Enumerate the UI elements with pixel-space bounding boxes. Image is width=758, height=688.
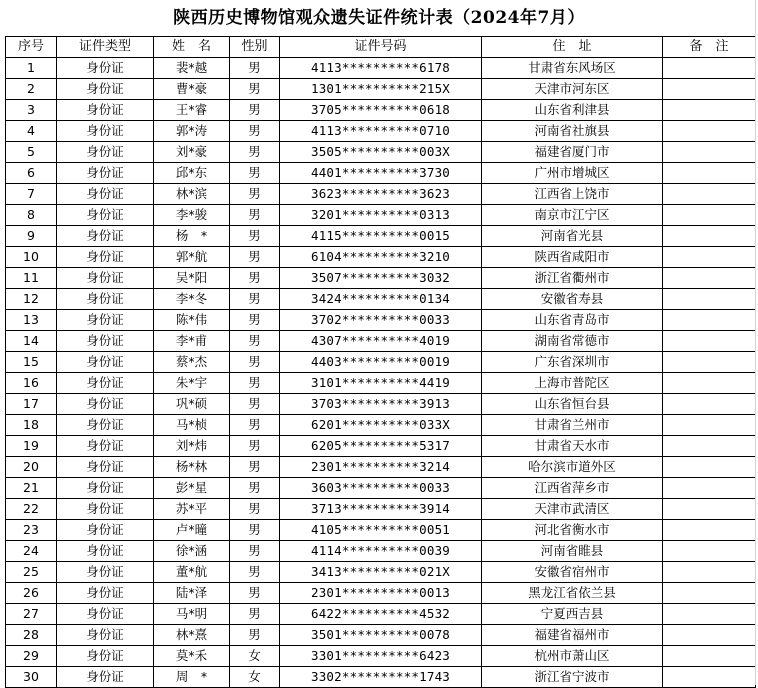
cell-doc-type: 身份证 <box>57 310 154 331</box>
cell-seq: 15 <box>6 352 57 373</box>
table-row <box>6 415 756 436</box>
cell-address: 湖南省常德市 <box>482 331 663 352</box>
cell-id-number: 2301**********3214 <box>280 457 482 478</box>
cell-seq: 5 <box>6 142 57 163</box>
table-row <box>6 667 756 688</box>
cell-remarks <box>663 100 756 121</box>
cell-doc-type: 身份证 <box>57 436 154 457</box>
cell-gender: 男 <box>230 268 280 289</box>
cell-seq: 22 <box>6 499 57 520</box>
cell-doc-type: 身份证 <box>57 352 154 373</box>
cell-gender: 男 <box>230 415 280 436</box>
cell-seq: 1 <box>6 58 57 79</box>
cell-remarks <box>663 541 756 562</box>
cell-id-number: 6422**********4532 <box>280 604 482 625</box>
cell-address: 甘肃省兰州市 <box>482 415 663 436</box>
table-row <box>6 583 756 604</box>
cell-gender: 男 <box>230 79 280 100</box>
cell-gender: 男 <box>230 100 280 121</box>
cell-id-number: 6205**********5317 <box>280 436 482 457</box>
table-row <box>6 604 756 625</box>
cell-name: 李*冬 <box>154 289 230 310</box>
cell-id-number: 3703**********3913 <box>280 394 482 415</box>
table-row <box>6 541 756 562</box>
cell-remarks <box>663 667 756 688</box>
cell-address: 河北省衡水市 <box>482 520 663 541</box>
cell-doc-type: 身份证 <box>57 541 154 562</box>
cell-name: 巩*硕 <box>154 394 230 415</box>
cell-address: 宁夏西吉县 <box>482 604 663 625</box>
cell-seq: 7 <box>6 184 57 205</box>
cell-remarks <box>663 142 756 163</box>
cell-doc-type: 身份证 <box>57 583 154 604</box>
table-row <box>6 562 756 583</box>
table-row <box>6 478 756 499</box>
cell-address: 甘肃省东风场区 <box>482 58 663 79</box>
cell-address: 哈尔滨市道外区 <box>482 457 663 478</box>
cell-gender: 男 <box>230 436 280 457</box>
table-row <box>6 79 756 100</box>
cell-remarks <box>663 373 756 394</box>
cell-name: 苏*平 <box>154 499 230 520</box>
cell-address: 广州市增城区 <box>482 163 663 184</box>
cell-remarks <box>663 121 756 142</box>
cell-seq: 29 <box>6 646 57 667</box>
column-header-id-number: 证件号码 <box>280 37 482 58</box>
cell-address: 广东省深圳市 <box>482 352 663 373</box>
cell-doc-type: 身份证 <box>57 499 154 520</box>
cell-address: 浙江省衢州市 <box>482 268 663 289</box>
cell-gender: 男 <box>230 163 280 184</box>
cell-id-number: 3623**********3623 <box>280 184 482 205</box>
cell-seq: 16 <box>6 373 57 394</box>
cell-doc-type: 身份证 <box>57 646 154 667</box>
cell-remarks <box>663 625 756 646</box>
cell-gender: 男 <box>230 562 280 583</box>
cell-gender: 男 <box>230 184 280 205</box>
cell-remarks <box>663 457 756 478</box>
table-row <box>6 184 756 205</box>
cell-name: 徐*涵 <box>154 541 230 562</box>
cell-gender: 男 <box>230 142 280 163</box>
cell-gender: 男 <box>230 373 280 394</box>
cell-id-number: 3301**********6423 <box>280 646 482 667</box>
cell-name: 马*桢 <box>154 415 230 436</box>
table-row <box>6 331 756 352</box>
cell-remarks <box>663 394 756 415</box>
cell-seq: 26 <box>6 583 57 604</box>
page-title: 陕西历史博物馆观众遗失证件统计表（2024年7月） <box>173 8 585 28</box>
cell-gender: 男 <box>230 478 280 499</box>
cell-name: 李*骏 <box>154 205 230 226</box>
cell-gender: 男 <box>230 352 280 373</box>
cell-address: 安徽省寿县 <box>482 289 663 310</box>
table-body <box>6 58 756 688</box>
cell-address: 山东省利津县 <box>482 100 663 121</box>
cell-name: 林*滨 <box>154 184 230 205</box>
cell-doc-type: 身份证 <box>57 184 154 205</box>
cell-gender: 男 <box>230 121 280 142</box>
table-row <box>6 226 756 247</box>
cell-seq: 18 <box>6 415 57 436</box>
cell-seq: 8 <box>6 205 57 226</box>
cell-remarks <box>663 226 756 247</box>
cell-id-number: 1301**********215X <box>280 79 482 100</box>
cell-gender: 男 <box>230 394 280 415</box>
cell-doc-type: 身份证 <box>57 247 154 268</box>
table-row <box>6 394 756 415</box>
table-row <box>6 352 756 373</box>
cell-address: 黑龙江省依兰县 <box>482 583 663 604</box>
cell-seq: 2 <box>6 79 57 100</box>
table-row <box>6 268 756 289</box>
cell-gender: 女 <box>230 667 280 688</box>
cell-name: 郭*航 <box>154 247 230 268</box>
cell-remarks <box>663 310 756 331</box>
cell-address: 江西省上饶市 <box>482 184 663 205</box>
cell-doc-type: 身份证 <box>57 562 154 583</box>
cell-gender: 男 <box>230 331 280 352</box>
cell-remarks <box>663 646 756 667</box>
cell-seq: 12 <box>6 289 57 310</box>
cell-remarks <box>663 268 756 289</box>
cell-gender: 男 <box>230 247 280 268</box>
cell-seq: 13 <box>6 310 57 331</box>
table-row <box>6 646 756 667</box>
cell-seq: 19 <box>6 436 57 457</box>
cell-remarks <box>663 520 756 541</box>
cell-name: 郭*涛 <box>154 121 230 142</box>
cell-doc-type: 身份证 <box>57 604 154 625</box>
cell-seq: 30 <box>6 667 57 688</box>
column-header-seq: 序号 <box>6 37 57 58</box>
cell-name: 曹*豪 <box>154 79 230 100</box>
lost-documents-table <box>5 36 756 688</box>
cell-seq: 28 <box>6 625 57 646</box>
cell-address: 杭州市萧山区 <box>482 646 663 667</box>
table-row <box>6 205 756 226</box>
table-row <box>6 520 756 541</box>
cell-gender: 男 <box>230 457 280 478</box>
cell-name: 董*航 <box>154 562 230 583</box>
cell-doc-type: 身份证 <box>57 142 154 163</box>
cell-gender: 男 <box>230 226 280 247</box>
cell-id-number: 4114**********0039 <box>280 541 482 562</box>
cell-doc-type: 身份证 <box>57 625 154 646</box>
column-header-address: 住 址 <box>482 37 663 58</box>
cell-doc-type: 身份证 <box>57 121 154 142</box>
cell-remarks <box>663 331 756 352</box>
cell-remarks <box>663 163 756 184</box>
table-row <box>6 163 756 184</box>
column-header-remarks: 备 注 <box>663 37 756 58</box>
cell-address: 河南省光县 <box>482 226 663 247</box>
cell-name: 吴*阳 <box>154 268 230 289</box>
cell-seq: 14 <box>6 331 57 352</box>
table-row <box>6 625 756 646</box>
cell-name: 杨 * <box>154 226 230 247</box>
cell-id-number: 4401**********3730 <box>280 163 482 184</box>
cell-doc-type: 身份证 <box>57 520 154 541</box>
cell-id-number: 3413**********021X <box>280 562 482 583</box>
cell-id-number: 3702**********0033 <box>280 310 482 331</box>
cell-address: 上海市普陀区 <box>482 373 663 394</box>
cell-address: 甘肃省天水市 <box>482 436 663 457</box>
cell-id-number: 2301**********0013 <box>280 583 482 604</box>
cell-seq: 21 <box>6 478 57 499</box>
cell-seq: 27 <box>6 604 57 625</box>
cell-seq: 17 <box>6 394 57 415</box>
cell-remarks <box>663 205 756 226</box>
cell-address: 河南省社旗县 <box>482 121 663 142</box>
cell-name: 裴*越 <box>154 58 230 79</box>
table-row <box>6 436 756 457</box>
cell-remarks <box>663 562 756 583</box>
cell-seq: 3 <box>6 100 57 121</box>
cell-id-number: 4113**********6178 <box>280 58 482 79</box>
cell-address: 河南省睢县 <box>482 541 663 562</box>
table-row <box>6 310 756 331</box>
cell-doc-type: 身份证 <box>57 415 154 436</box>
cell-doc-type: 身份证 <box>57 289 154 310</box>
cell-address: 安徽省宿州市 <box>482 562 663 583</box>
cell-remarks <box>663 478 756 499</box>
table-row <box>6 142 756 163</box>
cell-gender: 男 <box>230 604 280 625</box>
cell-gender: 男 <box>230 289 280 310</box>
cell-name: 陈*伟 <box>154 310 230 331</box>
cell-seq: 23 <box>6 520 57 541</box>
cell-seq: 25 <box>6 562 57 583</box>
table-row <box>6 100 756 121</box>
cell-seq: 4 <box>6 121 57 142</box>
table-row <box>6 373 756 394</box>
cell-doc-type: 身份证 <box>57 100 154 121</box>
cell-id-number: 3603**********0033 <box>280 478 482 499</box>
cell-address: 山东省恒台县 <box>482 394 663 415</box>
cell-doc-type: 身份证 <box>57 268 154 289</box>
cell-remarks <box>663 247 756 268</box>
cell-id-number: 4115**********0015 <box>280 226 482 247</box>
cell-doc-type: 身份证 <box>57 373 154 394</box>
cell-id-number: 3101**********4419 <box>280 373 482 394</box>
cell-gender: 男 <box>230 541 280 562</box>
cell-gender: 男 <box>230 58 280 79</box>
cell-id-number: 6104**********3210 <box>280 247 482 268</box>
cell-address: 南京市江宁区 <box>482 205 663 226</box>
cell-seq: 24 <box>6 541 57 562</box>
cell-seq: 20 <box>6 457 57 478</box>
cell-gender: 女 <box>230 646 280 667</box>
cell-doc-type: 身份证 <box>57 457 154 478</box>
cell-name: 蔡*杰 <box>154 352 230 373</box>
cell-address: 天津市武清区 <box>482 499 663 520</box>
cell-id-number: 3424**********0134 <box>280 289 482 310</box>
cell-gender: 男 <box>230 310 280 331</box>
table-row <box>6 247 756 268</box>
cell-gender: 男 <box>230 520 280 541</box>
cell-id-number: 6201**********033X <box>280 415 482 436</box>
cell-name: 卢*曈 <box>154 520 230 541</box>
column-header-name: 姓 名 <box>154 37 230 58</box>
cell-id-number: 4403**********0019 <box>280 352 482 373</box>
cell-doc-type: 身份证 <box>57 226 154 247</box>
cell-remarks <box>663 499 756 520</box>
table-row <box>6 457 756 478</box>
cell-remarks <box>663 583 756 604</box>
cell-name: 杨*林 <box>154 457 230 478</box>
cell-gender: 男 <box>230 583 280 604</box>
cell-doc-type: 身份证 <box>57 58 154 79</box>
cell-address: 福建省厦门市 <box>482 142 663 163</box>
cell-name: 刘*炜 <box>154 436 230 457</box>
cell-gender: 男 <box>230 499 280 520</box>
cell-address: 陕西省咸阳市 <box>482 247 663 268</box>
cell-doc-type: 身份证 <box>57 205 154 226</box>
cell-name: 刘*豪 <box>154 142 230 163</box>
cell-name: 陆*泽 <box>154 583 230 604</box>
header-row <box>6 37 756 58</box>
sheet-gridline <box>755 0 756 685</box>
table-row <box>6 289 756 310</box>
cell-address: 浙江省宁波市 <box>482 667 663 688</box>
table-row <box>6 499 756 520</box>
cell-name: 李*甫 <box>154 331 230 352</box>
cell-id-number: 4105**********0051 <box>280 520 482 541</box>
cell-name: 朱*宇 <box>154 373 230 394</box>
cell-seq: 11 <box>6 268 57 289</box>
cell-id-number: 4307**********4019 <box>280 331 482 352</box>
cell-remarks <box>663 184 756 205</box>
cell-name: 王*睿 <box>154 100 230 121</box>
cell-doc-type: 身份证 <box>57 478 154 499</box>
cell-doc-type: 身份证 <box>57 394 154 415</box>
cell-seq: 6 <box>6 163 57 184</box>
cell-id-number: 4113**********0710 <box>280 121 482 142</box>
table-row <box>6 58 756 79</box>
cell-id-number: 3302**********1743 <box>280 667 482 688</box>
cell-gender: 男 <box>230 205 280 226</box>
cell-address: 福建省福州市 <box>482 625 663 646</box>
cell-remarks <box>663 604 756 625</box>
column-header-doc-type: 证件类型 <box>57 37 154 58</box>
cell-name: 莫*禾 <box>154 646 230 667</box>
cell-name: 邱*东 <box>154 163 230 184</box>
cell-address: 山东省青岛市 <box>482 310 663 331</box>
cell-seq: 9 <box>6 226 57 247</box>
cell-gender: 男 <box>230 625 280 646</box>
cell-doc-type: 身份证 <box>57 163 154 184</box>
cell-remarks <box>663 436 756 457</box>
cell-name: 林*熹 <box>154 625 230 646</box>
cell-remarks <box>663 289 756 310</box>
cell-name: 马*明 <box>154 604 230 625</box>
cell-doc-type: 身份证 <box>57 667 154 688</box>
cell-remarks <box>663 58 756 79</box>
cell-remarks <box>663 352 756 373</box>
table-row <box>6 121 756 142</box>
cell-id-number: 3507**********3032 <box>280 268 482 289</box>
cell-id-number: 3705**********0618 <box>280 100 482 121</box>
cell-name: 周 * <box>154 667 230 688</box>
cell-name: 彭*星 <box>154 478 230 499</box>
cell-address: 江西省萍乡市 <box>482 478 663 499</box>
cell-id-number: 3201**********0313 <box>280 205 482 226</box>
cell-remarks <box>663 79 756 100</box>
column-header-gender: 性别 <box>230 37 280 58</box>
cell-id-number: 3713**********3914 <box>280 499 482 520</box>
cell-address: 天津市河东区 <box>482 79 663 100</box>
cell-seq: 10 <box>6 247 57 268</box>
cell-doc-type: 身份证 <box>57 79 154 100</box>
cell-id-number: 3505**********003X <box>280 142 482 163</box>
cell-doc-type: 身份证 <box>57 331 154 352</box>
cell-remarks <box>663 415 756 436</box>
cell-id-number: 3501**********0078 <box>280 625 482 646</box>
